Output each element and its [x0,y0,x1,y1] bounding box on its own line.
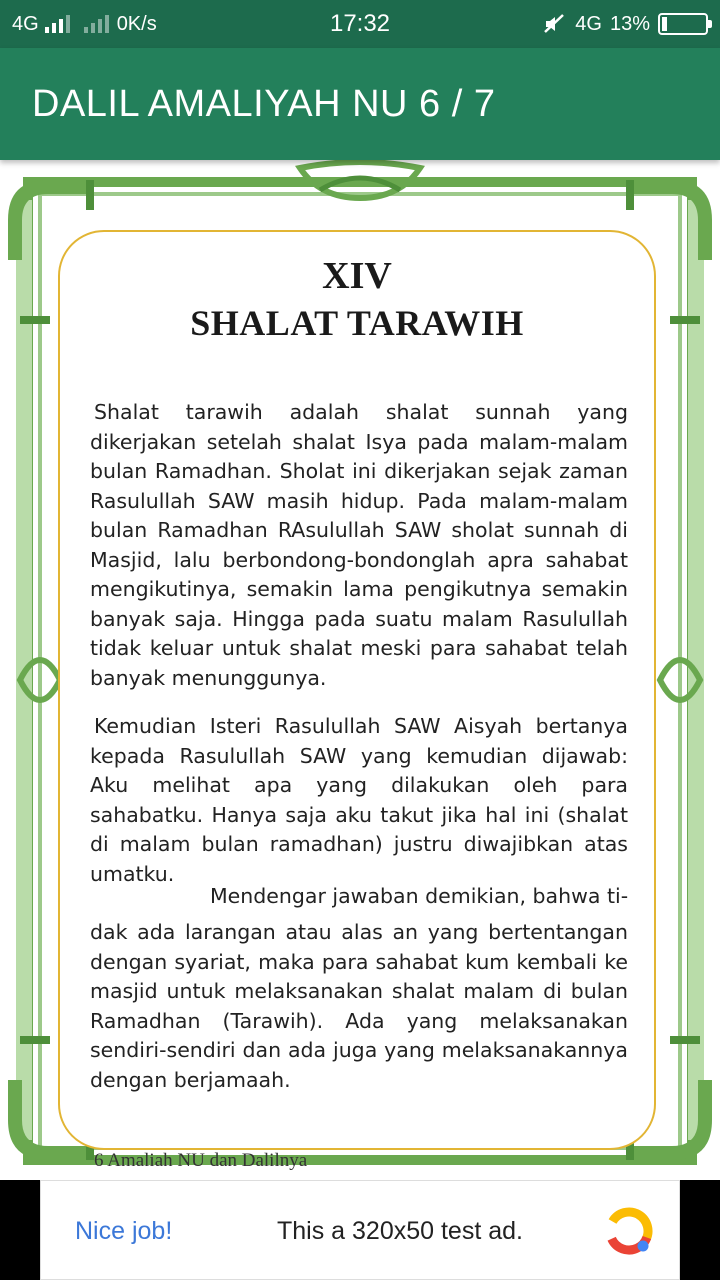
paragraph-2: Kemudian Isteri Rasulullah SAW Aisyah bertanya kepada Rasulullah SAW yang kemudian dijawab: Aku melihat apa yang dilakukan oleh para sahabatku. Hanya saja aku takut jika hal ini (shalat di malam bulan ramadhan) justru diwajibkan atas umatku. [90,714,628,886]
chapter-title: SHALAT TARAWIH [190,303,524,343]
ad-choices-logo-icon[interactable] [603,1205,655,1257]
battery-icon [658,13,708,35]
paragraph-3-rest: dak ada larangan atau alas an yang bertentangan dengan syariat, maka para sahabat kum kembali ke masjid untuk melaksanakan shalat malam di bulan Ramadhan (Tarawih). Ada yang melaksanakan sendiri-sendiri dan ada juga yang melaksanakannya dengan berjamaah. [90,920,628,1092]
mute-icon [543,12,567,36]
clock: 17:32 [329,10,391,37]
paragraph-3-first-line: Mendengar jawaban demikian, bahwa ti- [210,884,629,908]
page-title: DALIL AMALIYAH NU 6 / 7 [32,83,496,125]
ad-text[interactable]: This a 320x50 test ad. [277,1217,523,1245]
page-footer: 6 Amaliah NU dan Dalilnya [94,1150,308,1171]
status-bar [0,0,720,48]
network-type-label: 4G [12,12,39,35]
paragraph-1: Shalat tarawih adalah shalat sunnah yang dikerjakan setelah shalat Isya pada malam-malam bulan Ramadhan. Sholat ini dikerjakan sejak zaman Rasulullah SAW masih hidup. Pada malam-malam bulan Ramadhan RAsulullah SAW sholat sunnah di Masjid, lalu berbondong-bondonglah apra sahabat mengikutinya, semakin lama pengikutnya semakin banyak saja. Hingga pada suatu malam Rasulullah tidak keluar untuk shalat meski para sahabat telah banyak menunggunya. [90,400,628,690]
status-right [543,0,708,48]
battery-fill [662,17,667,31]
book-page[interactable] [0,160,720,1180]
network-speed: 0K/s [116,12,157,35]
ad-label[interactable]: Nice job! [75,1217,173,1245]
network-type-right: 4G [575,12,602,35]
ad-banner[interactable] [40,1180,680,1280]
app-bar [0,48,720,160]
chapter-number: XIV [322,255,392,297]
battery-percent: 13% [609,12,650,35]
